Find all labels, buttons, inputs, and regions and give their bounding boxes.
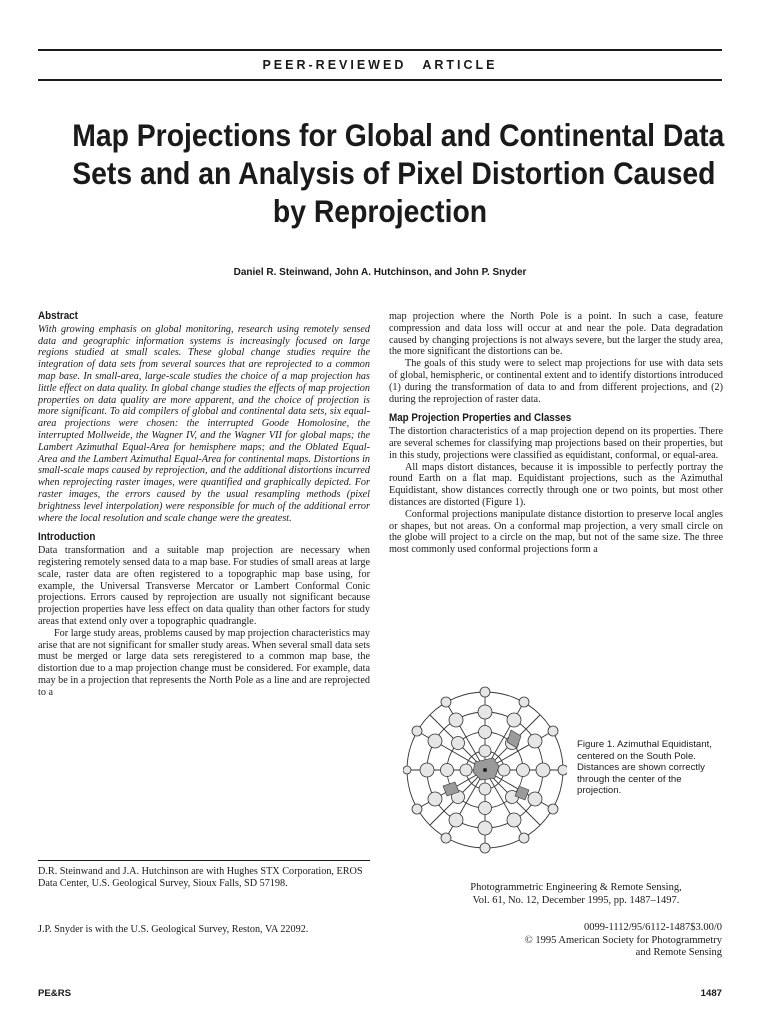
title-line-1: Map Projections for Global and Continental Data bbox=[72, 117, 725, 153]
journal-citation bbox=[430, 882, 722, 907]
properties-paragraph-1: The distortion characteristics of a map projection depend on its properties. There are several schemes for classifying map projections based on their properties, but in this study, projections were classified as equidistant, conformal, or equal-area. bbox=[389, 426, 723, 461]
azimuthal-equidistant-map bbox=[403, 682, 567, 860]
right-column bbox=[389, 311, 723, 556]
continued-paragraph: map projection where the North Pole is a point. In such a case, feature compression and data loss will occur at and near the pole. Data degradation caused by changing projections is not always severe, but the larger the study area, the more significant the distortions can be. bbox=[389, 311, 723, 358]
header-rule-top bbox=[38, 49, 722, 51]
properties-heading: Map Projection Properties and Classes bbox=[389, 412, 572, 425]
left-column bbox=[38, 311, 370, 699]
article-code: 0099-1112/95/6112-1487$3.00/0 bbox=[584, 922, 722, 933]
abstract-heading: Abstract bbox=[38, 310, 78, 322]
affiliation-note-1: D.R. Steinwand and J.A. Hutchinson are with Hughes STX Corporation, EROS Data Center, U.S. Geological Survey, Sioux Falls, SD 57198. bbox=[38, 866, 363, 889]
journal-volume: Vol. 61, No. 12, December 1995, pp. 1487–1497. bbox=[472, 894, 680, 906]
footnote-rule bbox=[38, 860, 370, 861]
title-line-3: by Reprojection bbox=[272, 193, 488, 229]
page-number: 1487 bbox=[700, 988, 722, 999]
copyright-line-1: © 1995 American Society for Photogrammetry bbox=[524, 934, 722, 946]
title-line-2: Sets and an Analysis of Pixel Distortion Caused bbox=[72, 155, 716, 191]
introduction-paragraph-1: Data transformation and a suitable map projection are necessary when registering remotely sensed data to a map base. For studies of small areas at large scale, raster data are often registered to a topographic map base using, for example, the Universal Transverse Mercator or Lambert Conformal Conic projections. Errors caused by reprojection are usually not significant because projection properties have less effect on data quality than other factors for study areas that extend only over a topographic quadrangle. bbox=[38, 545, 370, 627]
copyright-line-2: and Remote Sensing bbox=[635, 947, 722, 958]
abstract-text: With growing emphasis on global monitoring, research using remotely sensed data and geographic information systems is increasingly focused on large regions studied at small scales. These global change studies require the integration of data sets from several sources that are reprojected to a common map base. In small-area, large-scale studies the choice of a map projection has little effect on data quality. In global change studies the effects of map projection properties on data quality are more apparent, and the choice of projection is more significant. To aid compilers of global and continental data sets, six equal-area projections were chosen: the interrupted Goode Homolosine, the interrupted Mollweide, the Wagner IV, and the Wagner VII for global maps; the Lambert Azimuthal Equal-Area for hemisphere maps; and the Oblated Equal-Area and the Lambert Azimuthal Equal-Area for continental maps. Distortions in small-scale maps caused by reprojection, and the additional distortions incurred when reprojecting raster images, were quantified and graphically depicted. For raster images, the errors caused by the usual resampling methods (pixel brightness level interpolation) were responsible for much of the additional error where the local resolution and scale change were the greatest. bbox=[38, 323, 370, 524]
journal-name: Photogrammetric Engineering & Remote Sensing, bbox=[470, 882, 682, 893]
introduction-heading: Introduction bbox=[38, 531, 96, 544]
copyright-block bbox=[430, 922, 722, 960]
goals-paragraph: The goals of this study were to select map projections for use with data sets of global, hemispheric, or continental extent and to identify distortions introduced (1) during the transformation of data to and from different projections, and (2) during the reprojection of raster data. bbox=[389, 358, 723, 405]
introduction-paragraph-2: For large study areas, problems caused by map projection characteristics may arise that are not significant for smaller study areas. When several small data sets must be merged or large data sets reregistered to a common map base, the distortion due to a map projection change must be considered. For example, data may be in a projection that represents the North Pole as a line and are reprojected to a bbox=[38, 627, 370, 698]
properties-paragraph-2: All maps distort distances, because it is impossible to perfectly portray the round Earth on a flat map. Equidistant projections, such as the Azimuthal Equidistant, show distances correctly through one or two points, but most other distances are distorted (Figure 1). bbox=[389, 461, 723, 508]
figure-1 bbox=[389, 682, 723, 860]
properties-paragraph-3: Conformal projections manipulate distance distortion to preserve local angles or shapes, but not areas. On a conformal map projection, a very small circle on the globe will project to a circle on the map, but not of the same size. The three most commonly used conformal projections form a bbox=[389, 508, 723, 556]
article-title bbox=[72, 116, 725, 230]
affiliation-note-2: J.P. Snyder is with the U.S. Geological Survey, Reston, VA 22092. bbox=[38, 924, 309, 935]
journal-abbreviation: PE&RS bbox=[38, 988, 72, 999]
header-rule-bottom bbox=[38, 79, 722, 81]
peer-reviewed-banner: PEER-REVIEWED ARTICLE bbox=[262, 58, 498, 72]
author-list: Daniel R. Steinwand, John A. Hutchinson, and John P. Snyder bbox=[233, 267, 527, 278]
figure-1-caption: Figure 1. Azimuthal Equidistant, centered on the South Pole. Distances are shown correctly through the center of the projection. bbox=[577, 739, 712, 797]
